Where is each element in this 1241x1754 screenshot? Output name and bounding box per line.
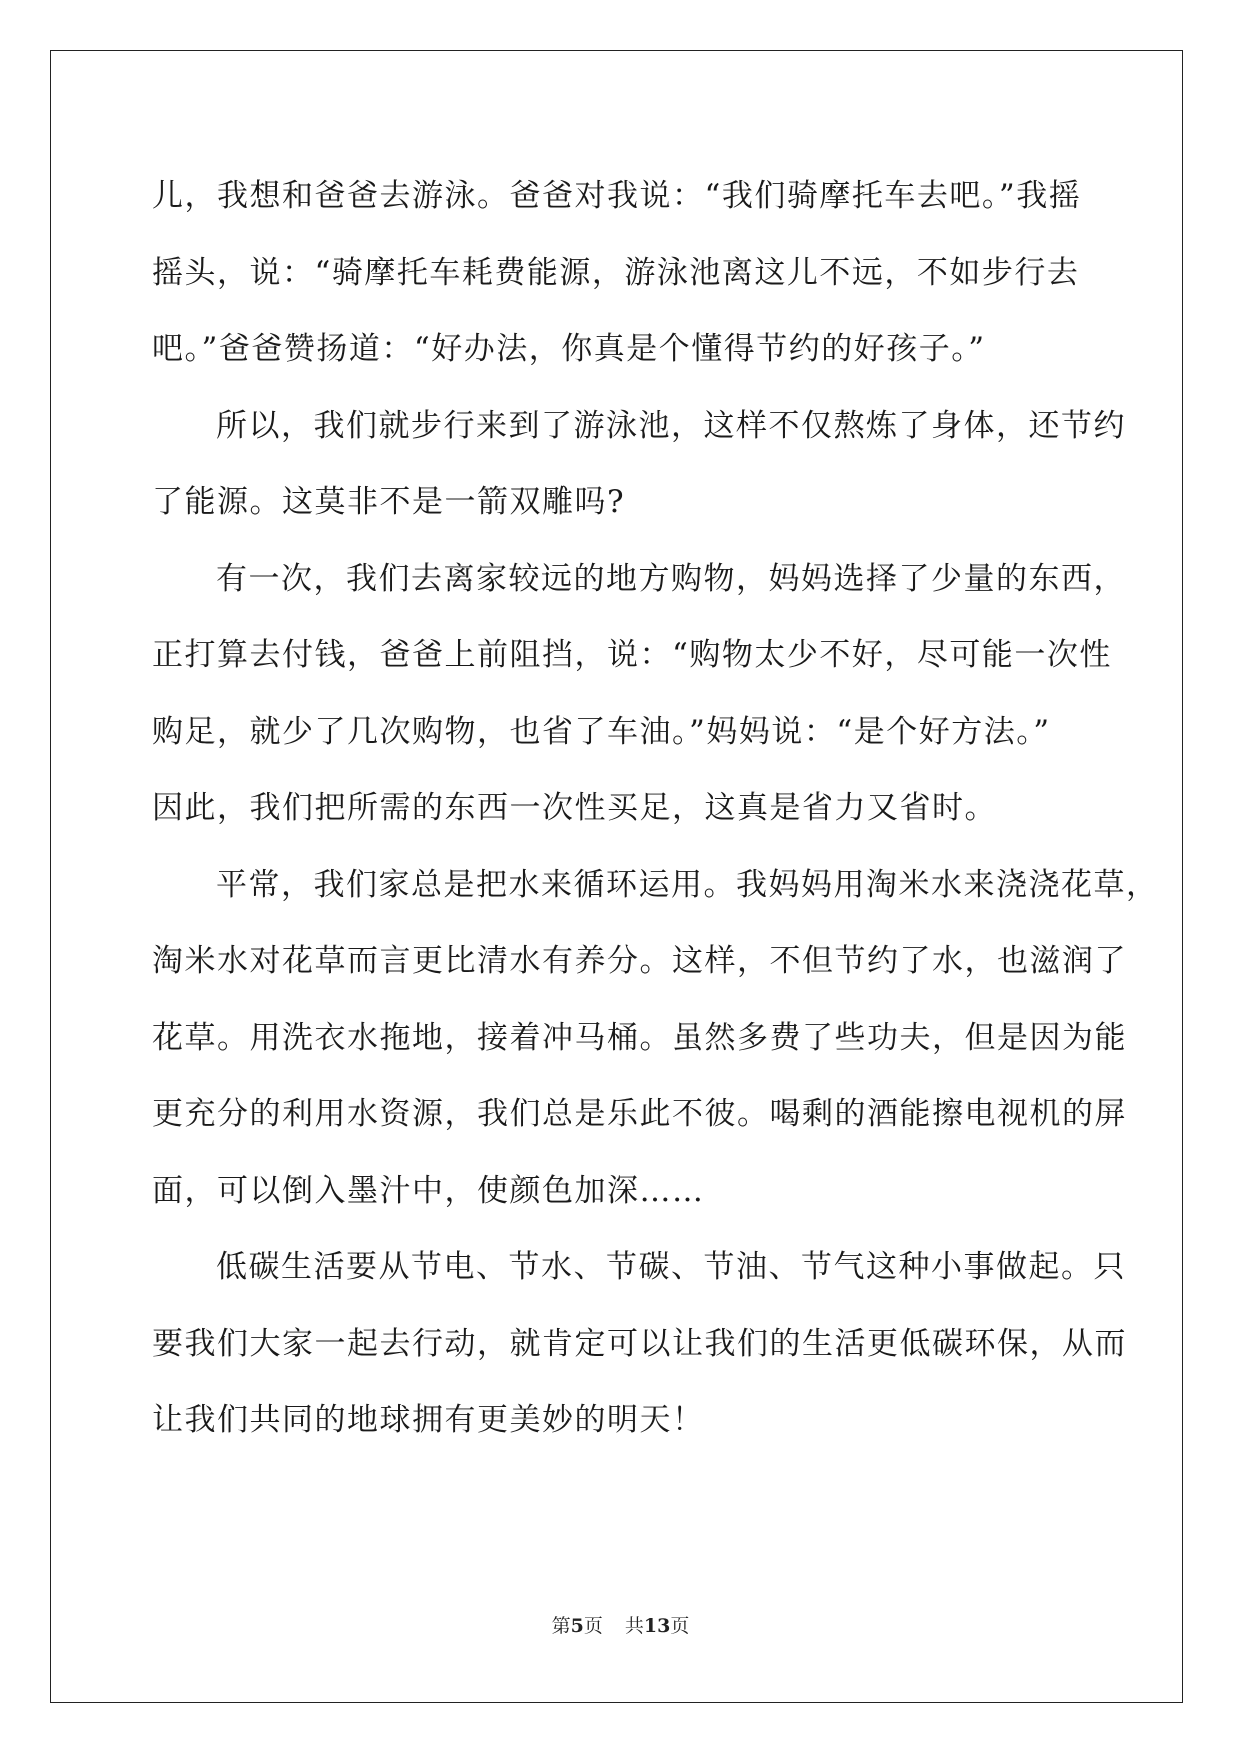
paragraph-start-line: 低碳生活要从节电、节水、节碳、节油、节气这种小事做起。只 bbox=[216, 1249, 1126, 1285]
text-line: 吧。”爸爸赞扬道：“好办法，你真是个懂得节约的好孩子。” bbox=[152, 331, 986, 367]
document-body bbox=[152, 158, 1159, 1459]
text-line: 更充分的利用水资源，我们总是乐此不彼。喝剩的酒能擦电视机的屏 bbox=[152, 1096, 1127, 1132]
text-line: 购足，就少了几次购物，也省了车油。”妈妈说：“是个好方法。” bbox=[152, 713, 1051, 750]
footer-page-suffix: 页 bbox=[583, 1615, 603, 1637]
paragraph-start-line: 平常，我们家总是把水来循环运用。我妈妈用淘米水来浇浇花草， bbox=[216, 866, 1159, 903]
text-line: 儿，我想和爸爸去游泳。爸爸对我说：“我们骑摩托车去吧。”我摇 bbox=[152, 178, 1082, 214]
text-line: 因此，我们把所需的东西一次性买足，这真是省力又省时。 bbox=[152, 790, 997, 826]
text-line: 摇头，说：“骑摩托车耗费能源，游泳池离这儿不远，不如步行去 bbox=[152, 254, 1080, 291]
text-line: 正打算去付钱，爸爸上前阻挡，说：“购物太少不好，尽可能一次性 bbox=[152, 637, 1112, 673]
footer-prefix: 第 bbox=[551, 1615, 571, 1637]
text-line: 了能源。这莫非不是一箭双雕吗? bbox=[152, 484, 626, 520]
total-pages: 13 bbox=[643, 1615, 671, 1637]
text-line: 让我们共同的地球拥有更美妙的明天！ bbox=[152, 1402, 705, 1438]
paragraph-start-line: 有一次，我们去离家较远的地方购物，妈妈选择了少量的东西， bbox=[216, 560, 1126, 597]
text-line: 花草。用洗衣水拖地，接着冲马桶。虽然多费了些功夫，但是因为能 bbox=[152, 1019, 1127, 1056]
paragraph-start-line: 所以，我们就步行来到了游泳池，这样不仅熬炼了身体，还节约 bbox=[216, 407, 1126, 444]
footer-total-suffix: 页 bbox=[670, 1615, 690, 1637]
page-number: 5 bbox=[570, 1615, 584, 1637]
footer-total-prefix: 共 bbox=[624, 1615, 644, 1637]
page-footer bbox=[0, 1611, 1241, 1638]
text-line: 淘米水对花草而言更比清水有养分。这样，不但节约了水，也滋润了 bbox=[152, 943, 1127, 979]
text-line: 要我们大家一起去行动，就肯定可以让我们的生活更低碳环保，从而 bbox=[152, 1325, 1127, 1362]
text-line: 面，可以倒入墨汁中，使颜色加深…… bbox=[152, 1172, 705, 1209]
